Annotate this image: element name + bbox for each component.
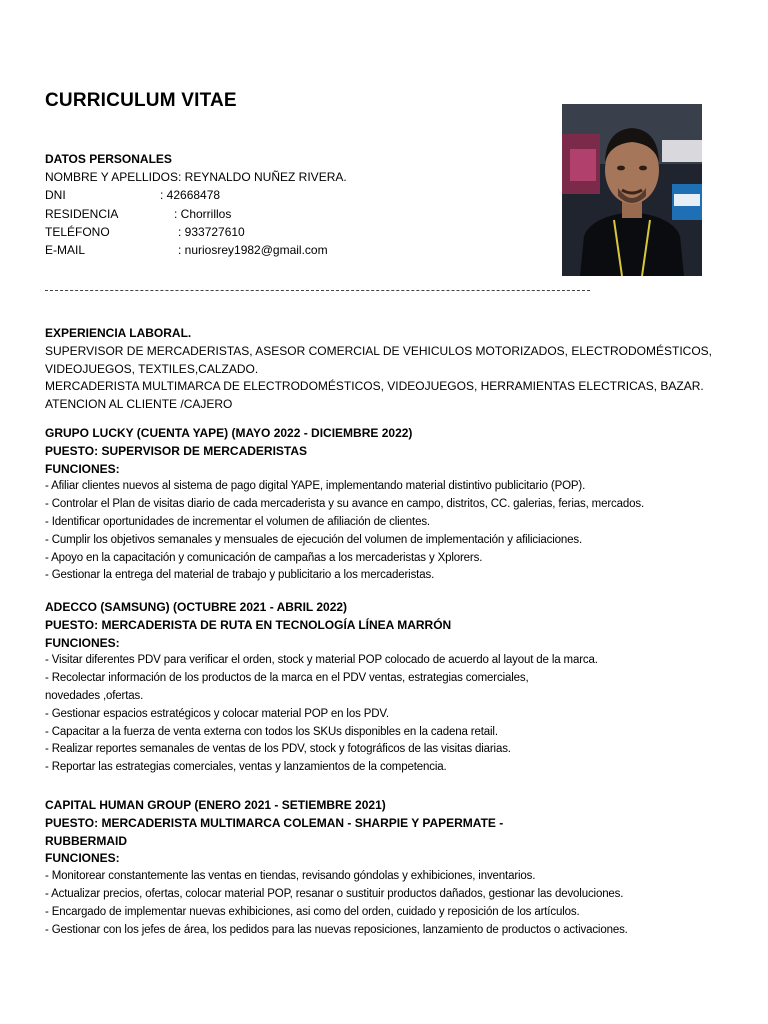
job-function-item: - Identificar oportunidades de incrementar el volumen de afiliación de clientes. (45, 515, 430, 528)
experience-summary-line: SUPERVISOR DE MERCADERISTAS, ASESOR COMERCIAL DE VEHICULOS MOTORIZADOS, ELECTRODOMÉSTICOS, (45, 343, 713, 358)
field-label: RESIDENCIA (45, 206, 119, 221)
job-function-item: - Monitorear constantemente las ventas en tiendas, revisando góndolas y exhibiciones, inventarios. (45, 870, 536, 883)
job-function-item: - Gestionar espacios estratégicos y colocar material POP en los PDV. (45, 707, 389, 720)
experience-section (45, 325, 735, 414)
experience-summary-line: ATENCION AL CLIENTE /CAJERO (45, 397, 233, 412)
job-function-item: - Gestionar la entrega del material de trabajo y publicitario a los mercaderistas. (45, 569, 435, 582)
field-email (45, 241, 328, 259)
field-label: TELÉFONO (45, 224, 110, 239)
job-function-item: - Recolectar información de los productos de la marca en el PDV ventas, estrategias comerciales, (45, 672, 529, 685)
section-divider (45, 290, 590, 291)
experience-summary-line: MERCADERISTA MULTIMARCA DE ELECTRODOMÉSTICOS, VIDEOJUEGOS, HERRAMIENTAS ELECTRICAS, BAZAR. (45, 379, 704, 394)
job-functions-label: FUNCIONES: (45, 851, 120, 866)
profile-photo-image (562, 104, 702, 276)
field-phone (45, 223, 245, 241)
job-entry (45, 599, 735, 777)
field-value: : 42668478 (160, 188, 221, 203)
field-name (45, 168, 347, 186)
field-label: E-MAIL (45, 242, 86, 257)
experience-heading: EXPERIENCIA LABORAL. (45, 326, 192, 340)
job-company: CAPITAL HUMAN GROUP (ENERO 2021 - SETIEMBRE 2021) (45, 798, 386, 812)
personal-data-heading: DATOS PERSONALES (45, 152, 172, 166)
job-position: PUESTO: SUPERVISOR DE MERCADERISTAS (45, 443, 308, 458)
job-position: RUBBERMAID (45, 833, 127, 848)
field-residence (45, 205, 232, 223)
job-position: PUESTO: MERCADERISTA DE RUTA EN TECNOLOGÍA LÍNEA MARRÓN (45, 617, 452, 632)
job-function-item: novedades ,ofertas. (45, 689, 144, 702)
job-entry (45, 797, 735, 939)
field-label: NOMBRE Y APELLIDOS (45, 170, 178, 185)
job-function-item: - Gestionar con los jefes de área, los pedidos para las nuevas reposiciones, lanzamiento de productos o activaciones. (45, 923, 628, 936)
job-function-item: - Visitar diferentes PDV para verificar el orden, stock y material POP colocado de acuerdo al layout de la marca. (45, 654, 598, 667)
job-function-item: - Controlar el Plan de visitas diario de cada mercaderista y su avance en campo, distritos, CC. galerias, ferias, mercados. (45, 498, 644, 511)
job-function-item: - Actualizar precios, ofertas, colocar material POP, resanar o sustituir productos dañados, gestionar las devoluciones. (45, 887, 624, 900)
field-label: DNI (45, 188, 66, 203)
experience-summary-line: VIDEOJUEGOS, TEXTILES,CALZADO. (45, 361, 259, 376)
field-value: : REYNALDO NUÑEZ RIVERA. (178, 170, 347, 185)
field-value: : nuriosrey1982@gmail.com (178, 242, 328, 257)
job-function-item: - Apoyo en la capacitación y comunicación de campañas a los mercaderistas y Xplorers. (45, 551, 483, 564)
job-function-item: - Afiliar clientes nuevos al sistema de pago digital YAPE, implementando material distintivo publicitario (POP). (45, 480, 586, 493)
field-value: : 933727610 (178, 224, 245, 239)
job-company: ADECCO (SAMSUNG) (OCTUBRE 2021 - ABRIL 2022) (45, 600, 348, 614)
job-functions-label: FUNCIONES: (45, 461, 120, 476)
job-function-item: - Cumplir los objetivos semanales y mensuales de ejecución del volumen de implementación y afiliciaciones. (45, 533, 583, 546)
field-dni (45, 186, 221, 204)
profile-photo (562, 104, 702, 276)
field-value: : Chorrillos (174, 206, 232, 221)
job-function-item: - Reportar las estrategias comerciales, ventas y lanzamientos de la competencia. (45, 761, 447, 774)
personal-data-section (45, 150, 347, 259)
job-functions-label: FUNCIONES: (45, 635, 120, 650)
job-entry (45, 425, 735, 585)
job-function-item: - Realizar reportes semanales de ventas de los PDV, stock y fotográficos de las visitas diarias. (45, 743, 511, 756)
job-position: PUESTO: MERCADERISTA MULTIMARCA COLEMAN - SHARPIE Y PAPERMATE - (45, 815, 504, 830)
job-function-item: - Encargado de implementar nuevas exhibiciones, asi como del orden, cuidado y reposición de los artículos. (45, 905, 580, 918)
job-function-item: - Capacitar a la fuerza de venta externa con todos los SKUs disponibles en la cadena retail. (45, 725, 498, 738)
document-title: CURRICULUM VITAE (45, 90, 237, 111)
job-company: GRUPO LUCKY (CUENTA YAPE) (MAYO 2022 - DICIEMBRE 2022) (45, 426, 413, 440)
